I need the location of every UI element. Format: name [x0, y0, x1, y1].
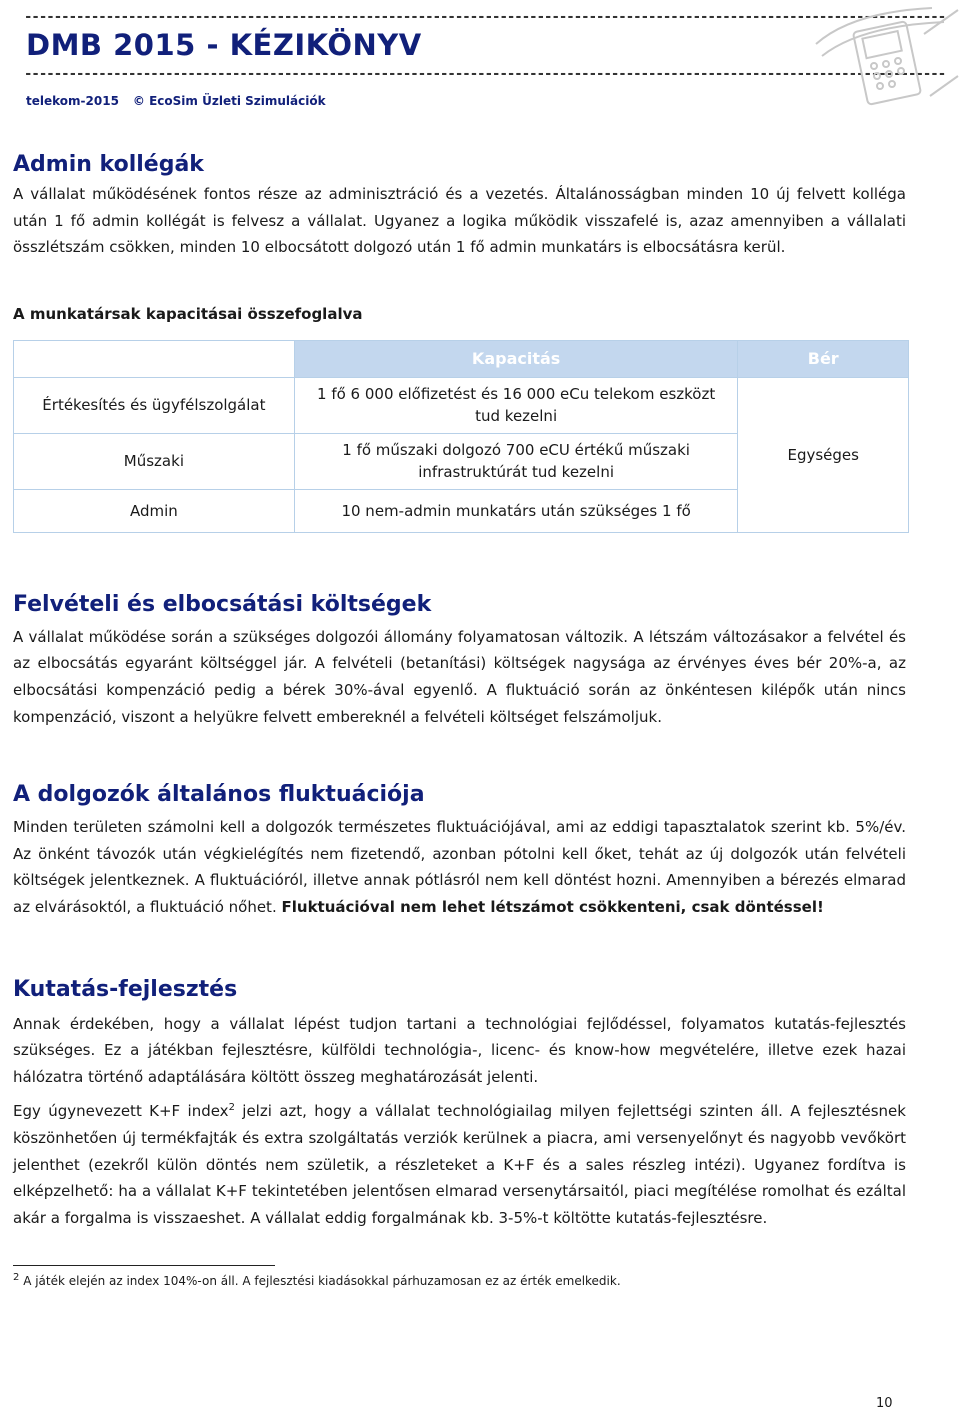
rnd-p2-rest: jelzi azt, hogy a vállalat technológiailag milyen fejlettségi szinten áll. A fejlesztésnek köszönhetően új termékfajták és extra szolgáltatás verziók kerülnek a piacra, ami versenyelőnyt és nagyobb vevőkört jelenthet (ezekről külön döntés nem születik, a részleteket a K+F és a sales részleg intézi). Ugyanez fordítva is elképzelhető: ha a vállalat K+F tekintetében jelentősen elmarad versenytársaitól, piaci megítélése romolhat és ezáltal akár a forgalma is visszaeshet. A vállalat eddig forgalmának kb. 3-5%-t költötte kutatás-fejlesztésre.	[13, 1102, 906, 1227]
table-row	[14, 377, 909, 433]
footnote-divider	[13, 1265, 275, 1266]
capacity-caption: A munkatársak kapacitásai összefoglalva	[13, 304, 363, 323]
fluctuation-warning: Fluktuációval nem lehet létszámot csökkenteni, csak döntéssel!	[281, 897, 824, 916]
table-cell-role: Admin	[14, 489, 295, 532]
table-cell-capacity: 1 fő 6 000 előfizetést és 16 000 eCu telekom eszközt tud kezelni	[294, 377, 738, 433]
copyright-icon: ©	[132, 94, 145, 108]
section-hiring-body: A vállalat működése során a szükséges dolgozói állomány folyamatosan változik. A létszám változásakor a felvétel és az elbocsátás egyaránt költséggel jár. A felvételi (betanítási) költségek nagysága az érvényes éves bér 20%-a, az elbocsátási kompenzáció pedig a bérek 30%-ával egyenlő. A fluktuáció során az önkéntesen kilépők után nincs kompenzáció, viszont a helyükre felvett embereknél a felvételi költséget felszámoljuk.	[13, 627, 906, 726]
table-header-empty	[14, 340, 295, 377]
page-header	[24, 0, 946, 112]
footnote-ref: 2	[228, 1102, 235, 1114]
rnd-p2-start: Egy úgynevezett K+F index	[13, 1102, 229, 1121]
capacity-table	[13, 340, 909, 533]
section-rnd-heading: Kutatás-fejlesztés	[13, 976, 238, 1002]
header-edition: telekom-2015	[26, 94, 119, 108]
footnote	[13, 1274, 906, 1288]
table-cell-role: Műszaki	[14, 433, 295, 489]
header-subline	[26, 94, 326, 108]
table-cell-role: Értékesítés és ügyfélszolgálat	[14, 377, 295, 433]
table-cell-salary: Egységes	[738, 377, 909, 532]
document-title: DMB 2015 - KÉZIKÖNYV	[26, 28, 422, 62]
section-rnd-p2	[13, 1098, 906, 1231]
table-cell-capacity: 1 fő műszaki dolgozó 700 eCU értékű műszaki infrastruktúrát tud kezelni	[294, 433, 738, 489]
section-rnd-p1: Annak érdekében, hogy a vállalat lépést tudjon tartani a technológiai fejlődéssel, folyamatos kutatás-fejlesztés szükséges. Ez a játékban fejlesztésre, külföldi technológia-, licenc- és know-how megvételére, illetve ezek hazai hálózatra történő adaptálására költött összeg meghatározását jelenti.	[13, 1014, 906, 1086]
page-content	[13, 130, 906, 1288]
section-fluctuation-body	[13, 814, 906, 920]
table-header-capacity: Kapacitás	[294, 340, 738, 377]
table-cell-capacity: 10 nem-admin munkatárs után szükséges 1 fő	[294, 489, 738, 532]
section-admin-body: A vállalat működésének fontos része az adminisztráció és a vezetés. Általánosságban minden 10 új felvett kolléga után 1 fő admin kollégát is felvesz a vállalat. Ugyanez a logika működik visszafelé is, azaz amennyiben a vállalati összlétszám csökken, minden 10 elbocsátott dolgozó után 1 fő admin munkatárs is elbocsátásra kerül.	[13, 185, 906, 257]
page-number: 10	[876, 1396, 893, 1411]
fluctuation-text: Minden területen számolni kell a dolgozók természetes fluktuációjával, ami az eddigi tapasztalatok szerint kb. 5%/év. Az önként távozók után végkielégítés nem fizetendő, azonban pótolni kell őket, tehát az új dolgozók után felvételi költségek jelentkeznek. A fluktuációról, illetve annak pótlásról nem kell döntést hozni. Amennyiben a bérezés elmarad az elvárásoktól, a fluktuáció nőhet.	[13, 818, 906, 916]
header-bottom-rule: ----------------------------------------------------------------------------------------------------------------------------	[24, 66, 946, 82]
phone-logo-icon	[812, 4, 960, 106]
section-fluctuation-heading: A dolgozók általános fluktuációja	[13, 782, 425, 808]
section-admin-heading: Admin kollégák	[13, 152, 204, 177]
footnote-number: 2	[13, 1272, 20, 1284]
footnote-text: A játék elején az index 104%-on áll. A fejlesztési kiadásokkal párhuzamosan ez az érték emelkedik.	[23, 1274, 621, 1289]
table-header-salary: Bér	[738, 340, 909, 377]
header-top-rule: ----------------------------------------------------------------------------------------------------------------------------	[24, 9, 946, 25]
header-company: EcoSim Üzleti Szimulációk	[149, 94, 326, 108]
table-header-row	[14, 340, 909, 377]
section-hiring-heading: Felvételi és elbocsátási költségek	[13, 591, 432, 617]
